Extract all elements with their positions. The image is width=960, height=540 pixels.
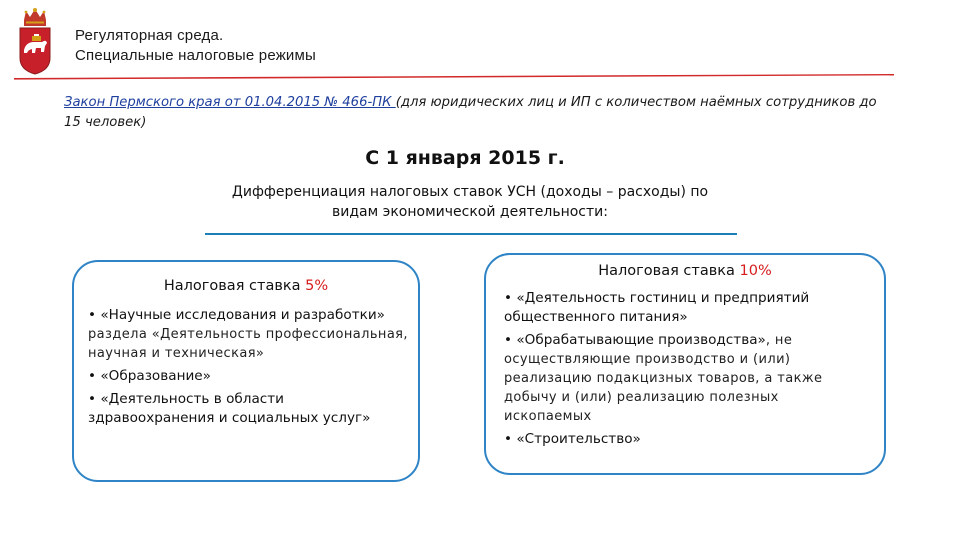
rate-5-item xyxy=(88,306,408,363)
law-link[interactable]: Закон Пермского края от 01.04.2015 № 466-ПК xyxy=(64,95,396,110)
bullet: • xyxy=(504,332,517,348)
rate-5-item-main: «Образование» xyxy=(100,368,211,384)
differentiation-heading xyxy=(200,182,740,222)
rate-5-title xyxy=(74,278,418,294)
page-title-line1: Регуляторная среда. xyxy=(75,27,224,44)
rate-10-item-main: «Строительство» xyxy=(516,431,641,447)
rate-10-item-main: «Деятельность гостиниц и предприятий общественного питания» xyxy=(504,290,810,325)
bullet: • xyxy=(88,391,101,407)
bullet: • xyxy=(88,368,101,384)
rate-5-item-detail: раздела «Деятельность профессиональная, научная и техническая» xyxy=(88,327,408,361)
rate-5-box xyxy=(72,260,420,482)
header-red-divider xyxy=(14,72,894,80)
rate-5-item-main: «Деятельность в области здравоохранения и социальных услуг» xyxy=(88,391,371,426)
bullet: • xyxy=(88,307,101,323)
rate-10-item-main: «Обрабатывающие производства» xyxy=(516,332,766,348)
rate-5-item xyxy=(88,367,408,386)
rate-10-label: Налоговая ставка xyxy=(598,263,740,279)
law-reference xyxy=(64,93,884,133)
rate-5-value: 5% xyxy=(305,278,329,294)
page-title-line2: Специальные налоговые режимы xyxy=(75,47,317,64)
rate-10-value: 10% xyxy=(739,263,772,279)
differentiation-line2: видам экономической деятельности: xyxy=(332,204,608,220)
perm-krai-coat-of-arms-icon xyxy=(14,6,56,76)
rate-10-item xyxy=(504,430,854,449)
rate-10-title xyxy=(486,263,884,279)
rate-10-item xyxy=(504,331,854,426)
law-note: (для юридических лиц и ИП с количеством наёмных сотрудников до 15 человек) xyxy=(64,95,877,130)
bullet: • xyxy=(504,431,517,447)
effective-date: С 1 января 2015 г. xyxy=(365,147,565,169)
rate-10-box xyxy=(484,253,886,475)
rate-10-list xyxy=(504,289,854,449)
rate-10-item-detail: , не осуществляющие производство и (или) реализацию подакцизных товаров, а также добычу и (или) реализацию полезных ископаемых xyxy=(504,333,823,424)
rate-5-label: Налоговая ставка xyxy=(163,278,306,294)
differentiation-line1: Дифференциация налоговых ставок УСН (доходы – расходы) по xyxy=(231,184,709,200)
bullet: • xyxy=(504,290,517,306)
rate-5-list xyxy=(88,306,408,428)
rate-5-item-main: «Научные исследования и разработки» xyxy=(100,307,385,323)
rate-5-item xyxy=(88,390,408,428)
page-title xyxy=(75,26,316,66)
heading-underline xyxy=(205,233,737,235)
rate-10-item xyxy=(504,289,854,327)
